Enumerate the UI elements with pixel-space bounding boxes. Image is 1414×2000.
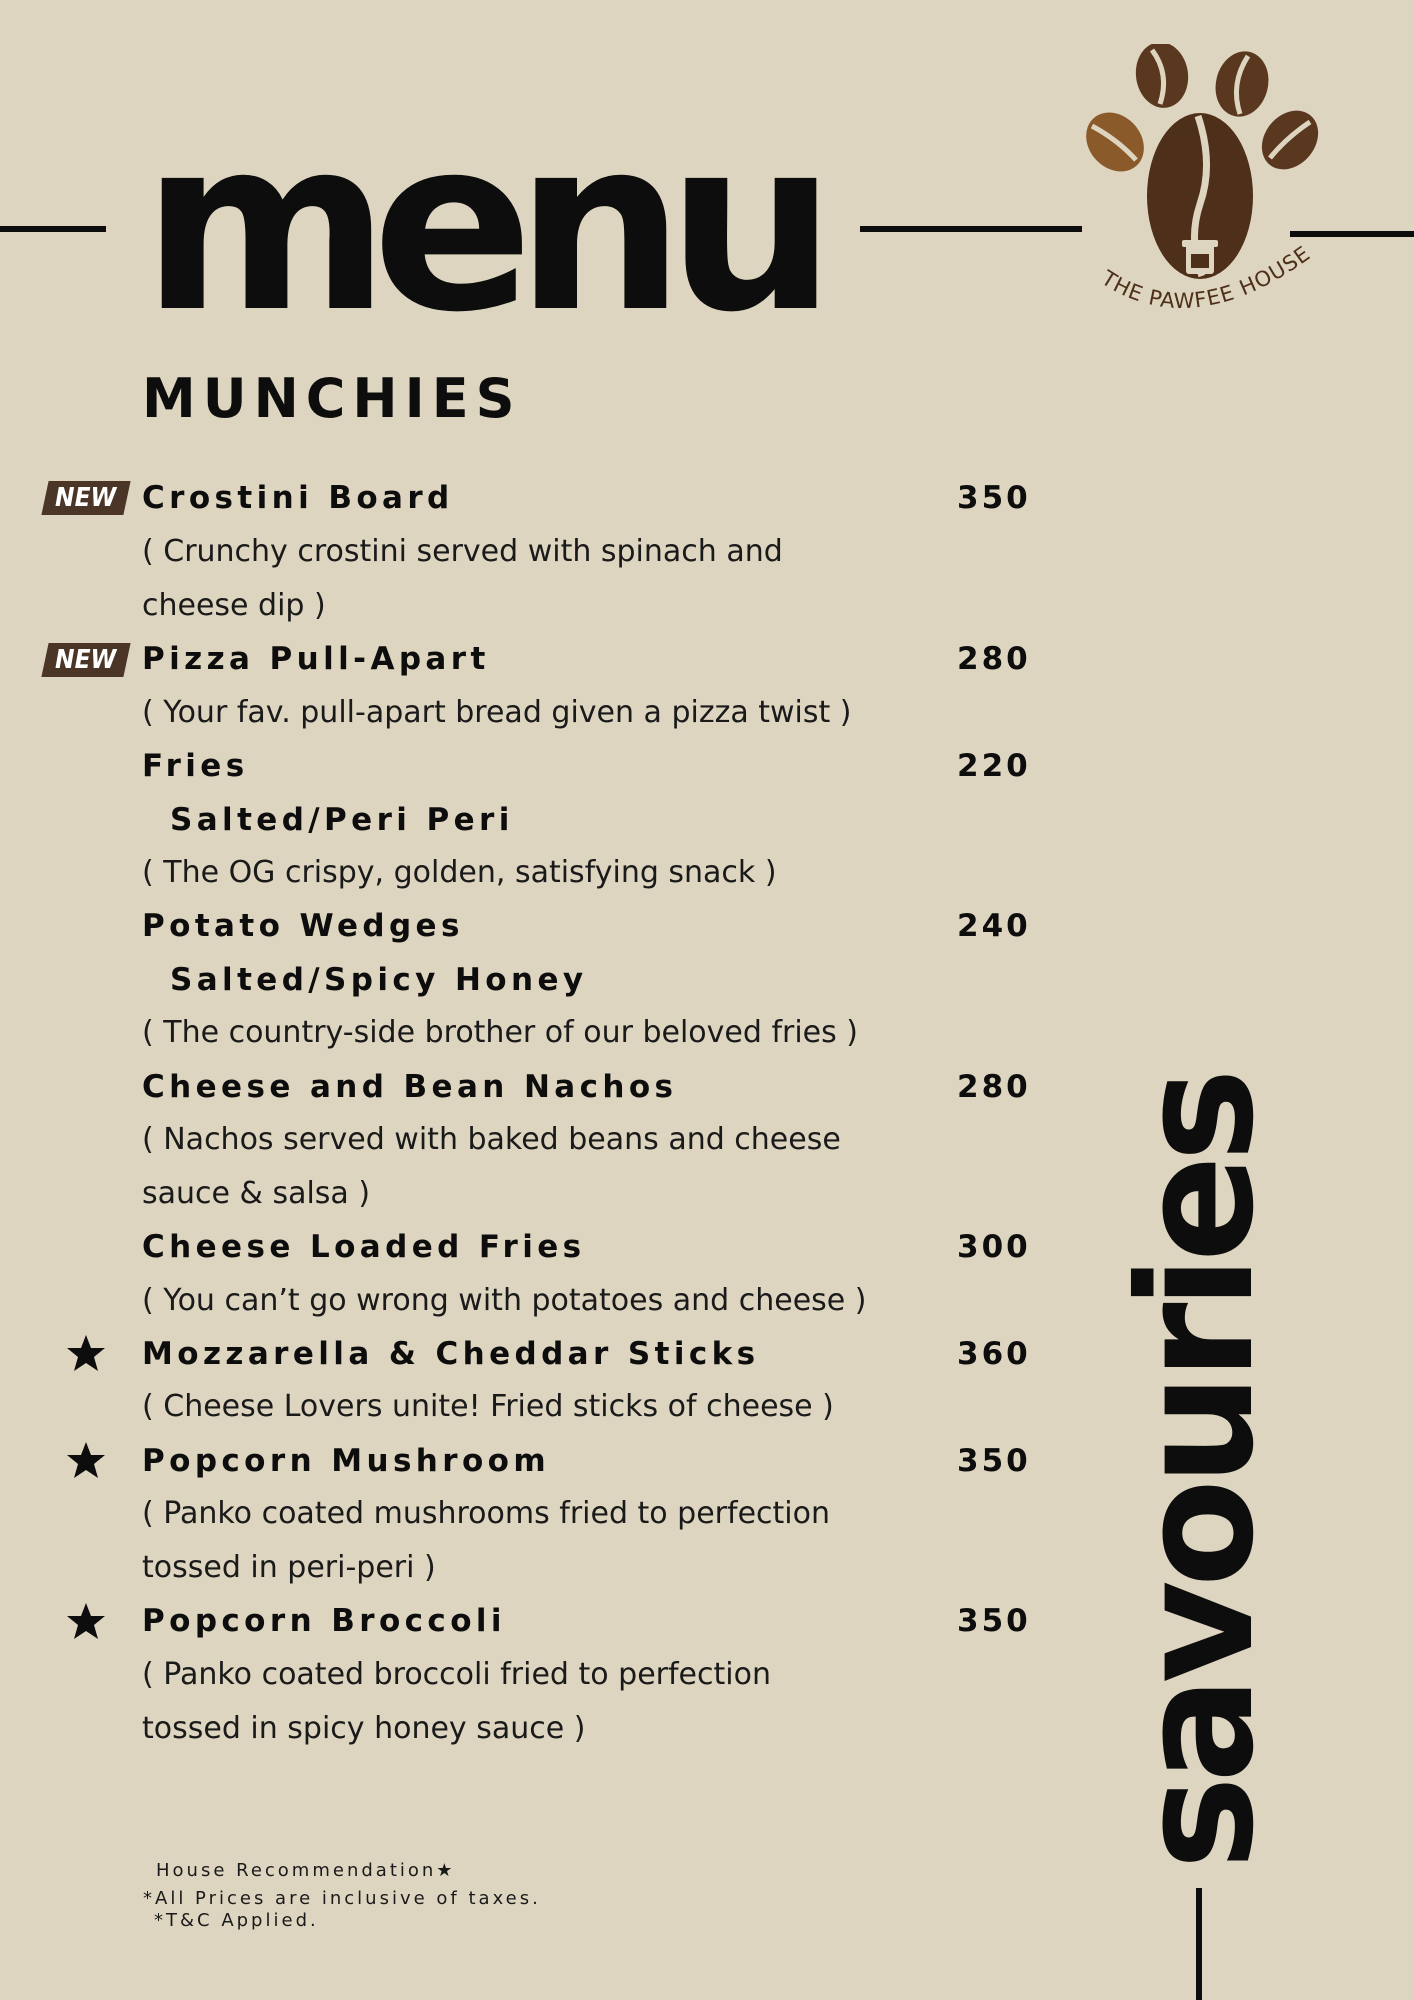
item-price: 350 — [957, 1603, 1031, 1639]
taxes-note: *All Prices are inclusive of taxes. — [143, 1888, 541, 1909]
item-description: ( Crunchy crostini served with spinach and cheese dip ) — [142, 534, 783, 623]
item-name: Popcorn Broccoli — [142, 1603, 506, 1639]
item-description: ( Panko coated mushrooms fried to perfection tossed in peri-peri ) — [142, 1496, 830, 1585]
item-name: Cheese Loaded Fries — [142, 1229, 586, 1265]
item-price: 350 — [957, 1443, 1031, 1479]
new-badge — [41, 481, 130, 515]
item-variant: Salted/Spicy Honey — [170, 962, 588, 998]
item-price: 240 — [957, 908, 1031, 944]
item-description: ( Panko coated broccoli fried to perfection tossed in spicy honey sauce ) — [142, 1657, 771, 1746]
section-title: MUNCHIES — [142, 367, 522, 430]
item-description: ( You can’t go wrong with potatoes and cheese ) — [142, 1283, 867, 1318]
item-description: ( The OG crispy, golden, satisfying snack ) — [142, 855, 777, 890]
item-variant: Salted/Peri Peri — [170, 802, 514, 838]
item-description: ( The country-side brother of our beloved fries ) — [142, 1015, 859, 1050]
paw-coffee-bean-icon — [1080, 44, 1340, 334]
star-icon — [66, 1440, 106, 1480]
item-name: Popcorn Mushroom — [142, 1443, 551, 1479]
item-price: 280 — [957, 641, 1031, 677]
item-name: Potato Wedges — [142, 908, 464, 944]
item-price: 220 — [957, 748, 1031, 784]
item-description: ( Cheese Lovers unite! Fried sticks of cheese ) — [142, 1389, 834, 1424]
side-title: savouries — [1105, 1075, 1289, 1870]
logo-text: THE PAWFEE HOUSE — [1097, 241, 1315, 314]
item-name: Pizza Pull-Apart — [142, 641, 490, 677]
terms-note: *T&C Applied. — [154, 1910, 319, 1931]
new-badge-label: NEW — [55, 645, 117, 675]
header-rule-middle — [860, 226, 1082, 232]
side-rule — [1196, 1888, 1202, 2000]
item-price: 350 — [957, 480, 1031, 516]
item-name: Fries — [142, 748, 249, 784]
item-price: 360 — [957, 1336, 1031, 1372]
item-price: 300 — [957, 1229, 1031, 1265]
house-recommendation-note: House Recommendation★ — [156, 1860, 456, 1881]
item-name: Mozzarella & Cheddar Sticks — [142, 1336, 760, 1372]
new-badge — [41, 643, 130, 677]
item-name: Cheese and Bean Nachos — [142, 1069, 678, 1105]
item-name: Crostini Board — [142, 480, 454, 516]
star-icon — [66, 1333, 106, 1373]
item-description: ( Your fav. pull-apart bread given a pizza twist ) — [142, 695, 852, 730]
header-rule-left — [0, 226, 106, 232]
item-price: 280 — [957, 1069, 1031, 1105]
menu-title: menu — [142, 88, 819, 365]
item-description: ( Nachos served with baked beans and cheese sauce & salsa ) — [142, 1122, 841, 1211]
star-icon — [66, 1601, 106, 1641]
new-badge-label: NEW — [55, 483, 117, 513]
